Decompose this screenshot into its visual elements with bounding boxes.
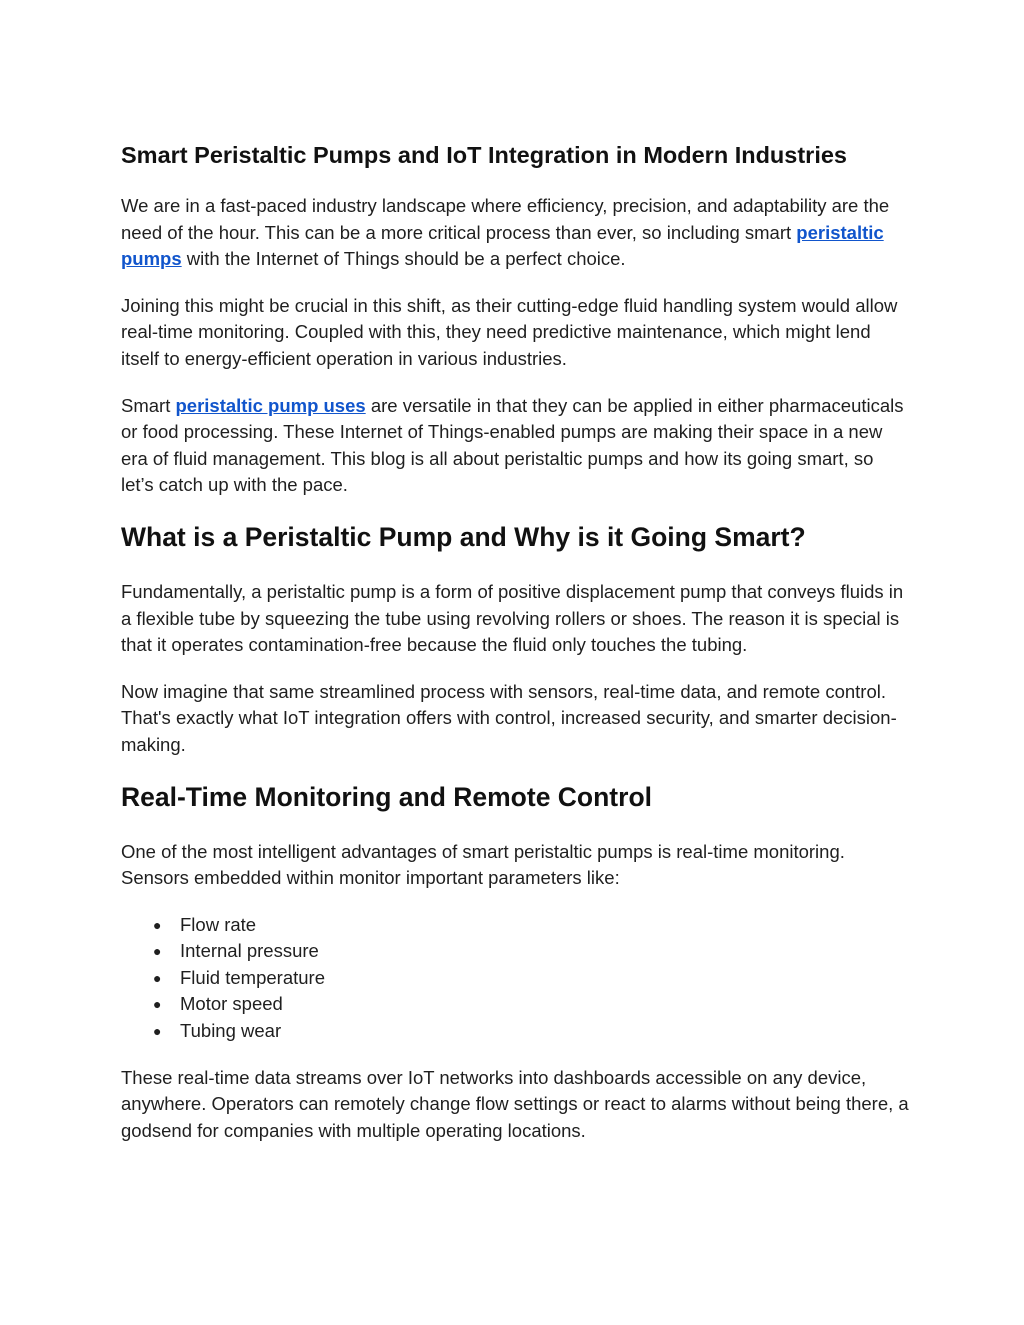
parameters-list [121, 912, 911, 1045]
bullet-icon: ● [153, 1023, 162, 1040]
section1-paragraph-1: Fundamentally, a peristaltic pump is a form of positive displacement pump that conveys fluids in a flexible tube by squeezing the tube using revolving rollers or shoes. The reason it is special is that it operates contamination-free because the fluid only touches the tubing. [121, 580, 904, 656]
list-item-text: Fluid temperature [180, 966, 325, 988]
list-item-text: Flow rate [180, 913, 257, 935]
list-item-text: Motor speed [180, 993, 283, 1015]
intro-p3-text-after: are versatile in that they can be applied in either pharmaceuticals or food processing. These Internet of Things-enabled pumps are making their space in a new era of fluid management. This blog is all about peristaltic pumps and how its going smart, so let’s catch up with the pace. [121, 394, 904, 496]
list-item [153, 965, 911, 992]
list-item [153, 938, 911, 965]
bullet-icon: ● [153, 996, 162, 1013]
list-item [153, 991, 911, 1018]
intro-p3-text-before: Smart [121, 394, 176, 416]
intro-paragraph-3 [121, 393, 911, 499]
section-heading-real-time: Real-Time Monitoring and Remote Control [121, 781, 652, 812]
peristaltic-pumps-link[interactable]: peristaltic pumps [121, 221, 884, 270]
section2-paragraph-1: One of the most intelligent advantages of smart peristaltic pumps is real-time monitoring. Sensors embedded within monitor important parameters like: [121, 840, 845, 889]
list-item [153, 1018, 911, 1045]
intro-p1-text-before: We are in a fast-paced industry landscape where efficiency, precision, and adaptability are the need of the hour. This can be a more critical process than ever, so including smart [121, 195, 890, 243]
section2-paragraph-2: These real-time data streams over IoT networks into dashboards accessible on any device, anywhere. Operators can remotely change flow settings or react to alarms without being there, a godsend for companies with multiple operating locations. [121, 1066, 909, 1141]
intro-paragraph-2: Joining this might be crucial in this shift, as their cutting-edge fluid handling system would allow real-time monitoring. Coupled with this, they need predictive maintenance, which might lend itself to energy-efficient operation in various industries. [121, 294, 898, 369]
list-item-text: Tubing wear [180, 1020, 282, 1042]
list-item-text: Internal pressure [180, 940, 319, 962]
section1-paragraph-2: Now imagine that same streamlined process with sensors, real-time data, and remote control. That's exactly what IoT integration offers with control, increased security, and smarter decision-making. [121, 680, 897, 755]
peristaltic-pump-uses-link[interactable]: peristaltic pump uses [175, 394, 366, 416]
list-item [153, 912, 911, 939]
intro-p1-text-after: with the Internet of Things should be a perfect choice. [181, 248, 626, 270]
bullet-icon: ● [153, 943, 162, 960]
intro-paragraph-1 [121, 193, 911, 273]
bullet-icon: ● [153, 916, 162, 933]
document-title: Smart Peristaltic Pumps and IoT Integration in Modern Industries [121, 142, 847, 168]
bullet-icon: ● [153, 969, 162, 986]
document-page [121, 139, 911, 1164]
section-heading-what-is: What is a Peristaltic Pump and Why is it Going Smart? [121, 521, 806, 552]
